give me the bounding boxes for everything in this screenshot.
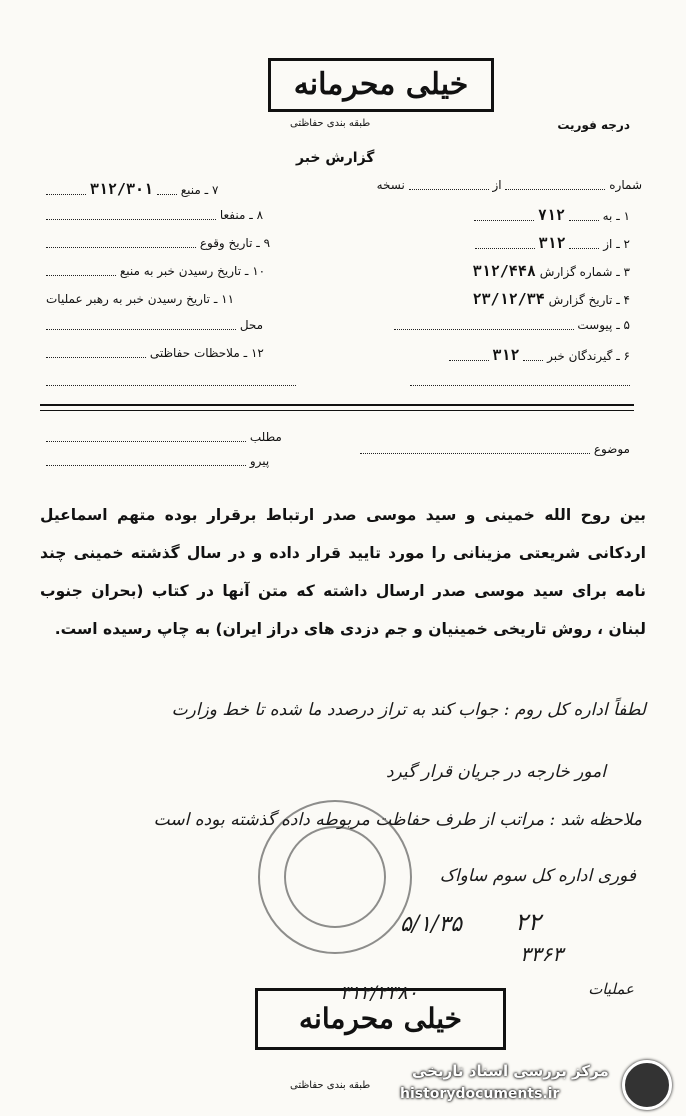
field-label: از — [603, 237, 613, 251]
field-label: شماره — [609, 178, 642, 192]
bottom-classification-subtitle: طبقه بندی حفاظتی — [290, 1080, 371, 1091]
handwritten-note-line: فوری اداره کل سوم ساواک — [439, 866, 636, 886]
field-value: ۳۱۲ — [538, 234, 566, 252]
field-number-label: ۱۱ ـ — [213, 292, 235, 306]
field-label: منبع — [180, 183, 201, 197]
field-label: ملاحظات حفاظتی — [149, 346, 240, 360]
top-classification-subtitle: طبقه بندی حفاظتی — [290, 118, 371, 129]
field-report-number — [473, 262, 630, 280]
field-news-to-source-date — [46, 264, 265, 278]
top-classification-stamp — [268, 58, 494, 112]
field-label: مطلب — [249, 430, 282, 444]
field-place — [46, 318, 263, 332]
field-matlab — [46, 430, 282, 444]
field-number-label: ۱ ـ — [616, 209, 630, 223]
field-label: تاریخ وقوع — [199, 236, 253, 250]
field-number-label: ۹ ـ — [256, 236, 271, 250]
classification-title: خیلی محرمانه — [293, 67, 469, 102]
field-number-label: ۶ ـ — [616, 349, 630, 363]
field-value: ۷۱۲ — [537, 206, 565, 224]
field-security-notes — [46, 346, 264, 360]
field-value: محل — [239, 318, 264, 332]
handwritten-label: عملیات — [588, 980, 634, 998]
field-occurrence-date — [46, 236, 270, 250]
field-label: شماره گزارش — [539, 265, 613, 279]
handwritten-note-line: ملاحظه شد : مراتب از طرف حفاظت مربوطه داده گذشته بوده است — [153, 810, 642, 830]
extra-dotted-line — [46, 374, 296, 388]
report-title: گزارش خبر — [296, 150, 375, 166]
field-value: نسخه — [376, 178, 405, 192]
field-label: پیوست — [577, 318, 613, 332]
field-number-label: ۱۲ ـ — [243, 346, 264, 360]
watermark-logo-icon — [622, 1060, 672, 1110]
field-report-date — [472, 290, 630, 308]
field-label: به — [602, 209, 613, 223]
field-source — [46, 180, 218, 198]
handwritten-note-line: امور خارجه در جریان قرار گیرد — [385, 762, 606, 782]
field-value: ۲۳/۱۲/۳۴ — [472, 290, 545, 308]
field-number-label: ۵ ـ — [616, 318, 630, 332]
field-to — [474, 206, 630, 224]
section-divider — [40, 410, 634, 411]
field-peyro — [46, 454, 269, 468]
handwritten-note-line: لطفاً اداره کل روم : جواب کند به تراز درصدد ما شده تا خط وزارت — [171, 700, 646, 720]
field-from — [475, 234, 630, 252]
field-label: تاریخ رسیدن خبر به رهبر عملیات — [46, 292, 210, 306]
watermark-url: historydocuments.ir — [400, 1086, 560, 1102]
extra-dotted-line — [410, 374, 630, 388]
field-subject — [360, 442, 630, 456]
field-number-label: ۷ ـ — [204, 183, 219, 197]
field-news-to-leader-date — [46, 292, 234, 306]
field-label: موضوع — [593, 442, 630, 456]
watermark-title: مرکز بررسی اسناد تاریخی — [412, 1062, 609, 1080]
handwritten-number: ۲۲ — [515, 908, 541, 936]
field-value: ۳۱۲/۴۴۸ — [472, 262, 536, 280]
handwritten-date: ۵/۱/۳۵ — [400, 912, 463, 937]
field-label: منفعا — [219, 208, 246, 222]
field-number — [377, 178, 642, 192]
section-divider — [40, 404, 634, 406]
handwritten-number: ۳۳۶۳ — [520, 942, 563, 966]
field-value: ۳۱۲ — [492, 346, 520, 364]
field-label: تاریخ گزارش — [548, 293, 613, 307]
priority-label: درجه فوریت — [557, 118, 630, 132]
field-value: از — [492, 178, 502, 192]
field-number-label: ۲ ـ — [616, 237, 630, 251]
field-number-label: ۱۰ ـ — [244, 264, 266, 278]
field-number-label: ۴ ـ — [616, 293, 630, 307]
field-sources — [46, 208, 263, 222]
field-label: تاریخ رسیدن خبر به منبع — [119, 264, 242, 278]
field-label: گیرندگان خبر — [547, 349, 613, 363]
classification-title: خیلی محرمانه — [299, 1002, 462, 1035]
field-attachment — [394, 318, 630, 332]
field-value: ۳۱۲/۳۰۱ — [89, 180, 154, 198]
field-number-label: ۸ ـ — [249, 208, 264, 222]
field-label: پیرو — [249, 454, 270, 468]
report-body-text: بین روح الله خمینی و سید موسی صدر ارتباط برقرار بوده متهم اسماعیل اردکانی شریعتی مزینانی را مورد تایید قرار داده و در سال گذشته خمینی چند نامه برای سید موسی صدر ارسال داشته که متن آنها در کتاب (بحران جنوب لبنان ، روش تاریخی خمینیان و جم دزدی های دراز ایران) به چاپ رسیده است. — [40, 506, 646, 638]
official-round-seal-inner — [284, 826, 386, 928]
field-recipients — [449, 346, 630, 364]
handwritten-stamp-number: ۳۱۲/۲۳۸۰ — [340, 982, 418, 1004]
field-number-label: ۳ ـ — [616, 265, 630, 279]
